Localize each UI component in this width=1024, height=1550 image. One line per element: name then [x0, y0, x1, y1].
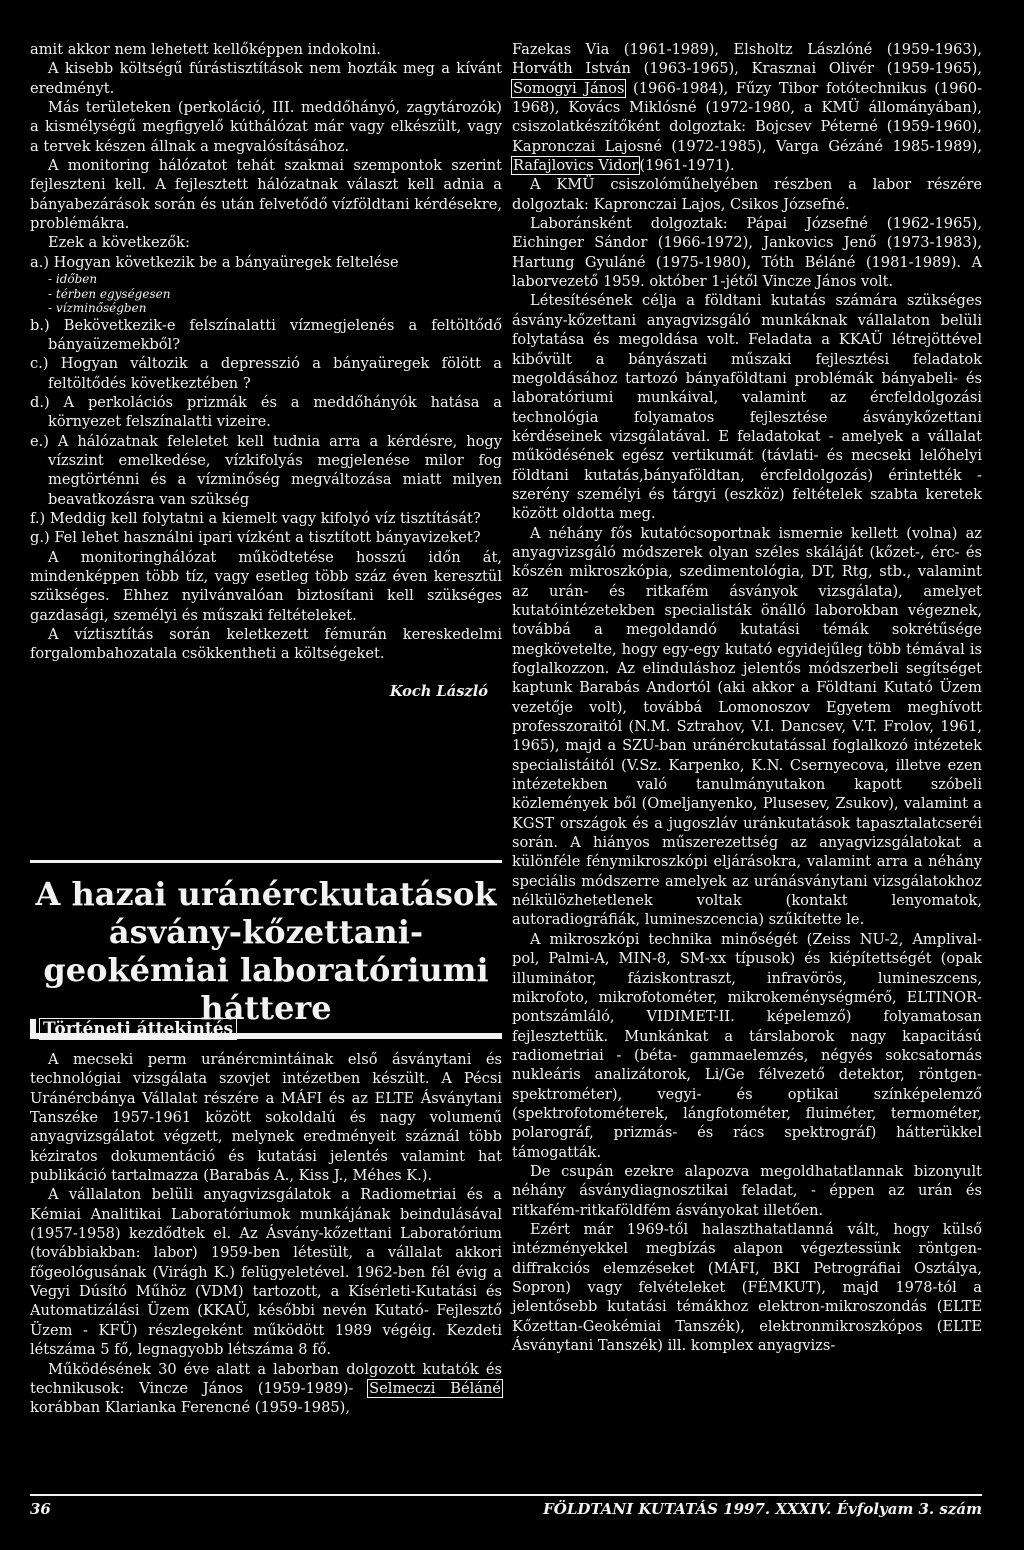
paragraph: Ezért már 1969-től halaszthatatlanná vált, hogy külső intézményekkel megbízás alapon végeztessünk röntgen-diffrakciós elemzéseket (MÁFI, BKI Petrográfiai Osztálya, Sopron) vagy felvételeket (FÉMKUT), majd 1978-tól a jelentősebb kutatási témákhoz elektron-mikroszondás (ELTE Kőzettan-Geokémiai Tanszék), elektronmikroszkópos (ELTE Ásványtani Tanszék) ill. komplex anyagvizs-: [512, 1220, 982, 1355]
page-number: 36: [30, 1500, 51, 1518]
paragraph: Ezek a következők:: [48, 234, 190, 252]
title-rule-top: [30, 860, 502, 863]
paragraph: A víztisztítás során keletkezett fémurán kereskedelmi forgalombahozatala csökkentheti a költségeket.: [30, 626, 502, 663]
paragraph: A mecseki perm uránércmintáinak első ásványtani és technológiai vizsgálata szovjet intézetben készült. A Pécsi Uránércbánya Vállalat részére a MÁFI és az ELTE Ásványtani Tanszéke 1957-1961 között sokoldalú és nagy volumenű anyagvizsgálatot végzett, melynek eredményeit száznál több kéziratos dokumentáció és kutatási jelentés valamint hat publikáció tartalmazza (Barabás A., Kiss J., Méhes K.).: [30, 1051, 502, 1185]
paragraph: A vállalaton belüli anyagvizsgálatok a Radiometriai és a Kémiai Analitikai Laboratóriumok munkájának beindulásával (1957-1958) kezdődtek el. Az Ásvány-kőzettani Laboratórium (továbbiakban: labor) 1959-ben létesült, a vállalat akkori főgeológusának (Virágh K.) felügyeletével. 1962-ben fél évig a Vegyi Dúsító Műhöz (VDM) tartozott, a Kísérleti-Kutatási és Automatizálási Üzem (KKAÜ, későbbi nevén Kutató- Fejlesztő Üzem - KFÜ) részlegeként működött 1989 végéig. Kezdeti létszáma 5 fő, legnagyobb létszáma 8 fő.: [30, 1186, 502, 1359]
boxed-name: Somogyi János: [513, 79, 625, 97]
text-span: Működésének 30 éve alatt a laborban dolgozott kutatók és technikusok: Vincze János (1959-1989)-: [30, 1360, 502, 1397]
paragraph: [512, 40, 982, 175]
list-sub-item: - térben egységesen: [48, 286, 171, 301]
paragraph: A monitoring hálózatot tehát szakmai szempontok szerint fejleszteni kell. A fejlesztett hálózatnak választ kell adnia a bányabezárások során és után felvetődő vízföldtani kérdésekre, problémákra.: [30, 157, 502, 233]
journal-footer: FÖLDTANI KUTATÁS 1997. XXXIV. Évfolyam 3. szám: [543, 1500, 982, 1518]
boxed-name: Selmeczi Béláné: [369, 1379, 501, 1397]
list-item-d: d.) A perkolációs prizmák és a meddőhányók hatása a környezet felszínalatti vizeire.: [30, 394, 502, 431]
list-item-c: c.) Hogyan változik a depresszió a bányaüregek fölött a feltöltődés következtében ?: [30, 355, 502, 392]
text-span: (1966-1984), Fűzy Tibor fotótechnikus (1960-1968), Kovács Miklósné (1972-1980, a KMÜ állományában), csiszolatkészítőként dolgoztak: Bojcsev Péterné (1959-1960), Kapronczai Lajosné (1972-1985), Varga Gézáné 1985-1989),: [512, 79, 983, 155]
paragraph: A mikroszkópi technika minőségét (Zeiss NU-2, Amplival-pol, Palmi-A, MIN-8, SM-xx típusok) és kiépítettségét (opak illuminátor, fáziskontraszt, infravörös, lumineszcens, mikrofoto, mikrofotométer, mikrokeménységmérő, ELTINOR-pontszámláló, VIDIMET-II. képelemző) folyamatosan fejlesztettük. Munkánkat a társlaborok nagy kapacitású radiometriai - (béta- gammaelemzés, négyés sokcsatornás nukleáris analizátorok, Li/Ge félvezető detektor, röntgen-spektrométer), vegyi- és optikai színképelemző (spektrofotométerek, lángfotométer, fluiméter, termométer, polarográf, prizmás- és rács spektrográf) hátterükkel támogatták.: [512, 930, 982, 1161]
footer-rule: [30, 1494, 982, 1496]
paragraph: Laboránsként dolgoztak: Pápai Józsefné (1962-1965), Eichinger Sándor (1966-1972), Jankovics Jenő (1973-1983), Hartung Gyuláné (1975-1980), Tóth Béláné (1981-1989). A laborvezető 1959. október 1-jétől Vincze János volt.: [512, 215, 982, 291]
right-column: [512, 40, 982, 1355]
paragraph: A KMÜ csiszolóműhelyében részben a labor részére dolgoztak: Kapronczai Lajos, Csikos Józsefné.: [512, 176, 982, 213]
text-span: korábban Klarianka Ferencné (1959-1985),: [30, 1399, 350, 1417]
article-title-block: [30, 860, 502, 1039]
author-signature: Koch László: [389, 682, 488, 700]
paragraph: A néhány fős kutatócsoportnak ismernie kellett (volna) az anyagvizsgáló módszerek olyan széles skáláját (kőzet-, érc- és kőszén mikroszkópia, szedimentológia, DT, Rtg, stb., valamint az urán- és ritkafém ásványok vizsgálata), amelyet kutatóintézetekben specialisták önálló laborokban végeznek, továbbá a megoldandó kutatási témák sokrétűsége megkövetelte, hogy egy-egy kutató egyidejűleg több témával is foglalkozzon. Az elinduláshoz jelentős módszerbeli segítséget kaptunk Barabás Andortól (aki akkor a Földtani Kutató Üzem vezetője volt), továbbá Lomonoszov Egyetem meghívott professzoraitól (N.M. Sztrahov, V.I. Dancsev, V.T. Frolov, 1961, 1965), majd a SZU-ban uránérckutatással foglalkozó intézetek specialistáitól (V.Sz. Karpenko, K.N. Csernyecova, illetve ezen intézetekben való tanulmányutakon kapott szóbeli közlemények ből (Omeljanyenko, Plusesev, Zsukov), valamint a KGST országok és a jugoszláv uránkutatások tapasztalatcseréi során. A hiányos műszerezettség az anyagvizsgálatokat a különféle fénymikroszkópi eljárásokra, valamint arra a néhány speciális módszerre amelyek az uránásványtani vizsgálatokhoz nélkülözhetetlenek voltak (kontakt lenyomatok, autoradiográfiák, lumineszcencia) szűkítette le.: [512, 524, 982, 929]
list-item-e: e.) A hálózatnak feleletet kell tudnia arra a kérdésre, hogy vízszint emelkedése, vízkifolyás megjelenése milor fog megtörténni és a vízminőség megváltozása miatt milyen beavatkozásra van szükség: [30, 432, 502, 508]
paragraph: A kisebb költségű fúrástisztítások nem hozták meg a kívánt eredményt.: [30, 60, 502, 97]
list-sub-item: - vízminőségben: [48, 301, 147, 316]
section-marker-icon: [30, 1019, 36, 1039]
paragraph: A monitoringhálózat működtetése hosszú időn át, mindenképpen több tíz, vagy esetleg több száz éven keresztül szükséges. Ehhez nyilvánvalóan biztosítani kell szükséges gazdasági, személyi és műszaki feltételeket.: [30, 548, 502, 624]
paragraph: amit akkor nem lehetett kellőképpen indokolni.: [30, 41, 381, 58]
list-item-b: b.) Bekövetkezik-e felszínalatti vízmegjelenés a feltöltődő bányaüzemekből?: [30, 316, 502, 353]
text-span: (1961-1971).: [639, 157, 735, 175]
list-item-a: a.) Hogyan következik be a bányaüregek feltelése: [30, 253, 399, 271]
left-column-upper: [30, 40, 502, 701]
paragraph: [30, 1360, 502, 1418]
paragraph: Más területeken (perkoláció, III. meddőhányó, zagytározók) a kismélységű megfigyelő kúthálózat már vagy elkészült, vagy a tervek készen állnak a megvalósításához.: [30, 99, 502, 155]
list-sub-item: - időben: [48, 272, 98, 287]
article-title: A hazai uránérckutatások ásvány-kőzettani-geokémiai laboratóriumi háttere: [35, 875, 497, 1027]
paragraph: De csupán ezekre alapozva megoldhatatlannak bizonyult néhány ásványdiagnosztikai feladat, - éppen az urán és ritkafém-ritkaföldfém ásványokat illetően.: [512, 1162, 982, 1219]
section-label: Történeti áttekintés: [40, 1019, 236, 1039]
paragraph: Létesítésének célja a földtani kutatás számára szükséges ásvány-kőzettani anyagvizsgáló munkáknak vállalaton belüli folytatása és megoldása volt. Feladata a KKAÜ létrejöttével kibővült a bányászati műszaki fejlesztési feladatok megoldásához tartozó bányaföldtani problémák bányabeli- és laboratóriumi munkáival, valamint az ércfeldolgozási technológia folyamatos fejlesztése ásványkőzettani kérdéseinek vizsgálatával. E feladatokat - amelyek a vállalat működésének egész vertikumát (távlati- és mecseki lelőhelyi földtani kutatás,bányaföldtan, ércfeldolgozás) érintették - szerény személyi és tárgyi (eszköz) feltételek szabta keretek között oldotta meg.: [512, 292, 982, 523]
list-item-f: f.) Meddig kell folytatni a kiemelt vagy kifolyó víz tisztítását?: [30, 510, 481, 528]
section-header: [30, 1019, 236, 1039]
boxed-name: Rafajlovics Vidor: [513, 157, 639, 175]
left-column-lower: [30, 1050, 502, 1418]
text-span: Fazekas Via (1961-1989), Elsholtz Lászlóné (1959-1963), Horváth István (1963-1965), Krasznai Olivér (1959-1965),: [512, 41, 982, 78]
list-item-g: g.) Fel lehet használni ipari vízként a tisztított bányavizeket?: [30, 529, 481, 547]
